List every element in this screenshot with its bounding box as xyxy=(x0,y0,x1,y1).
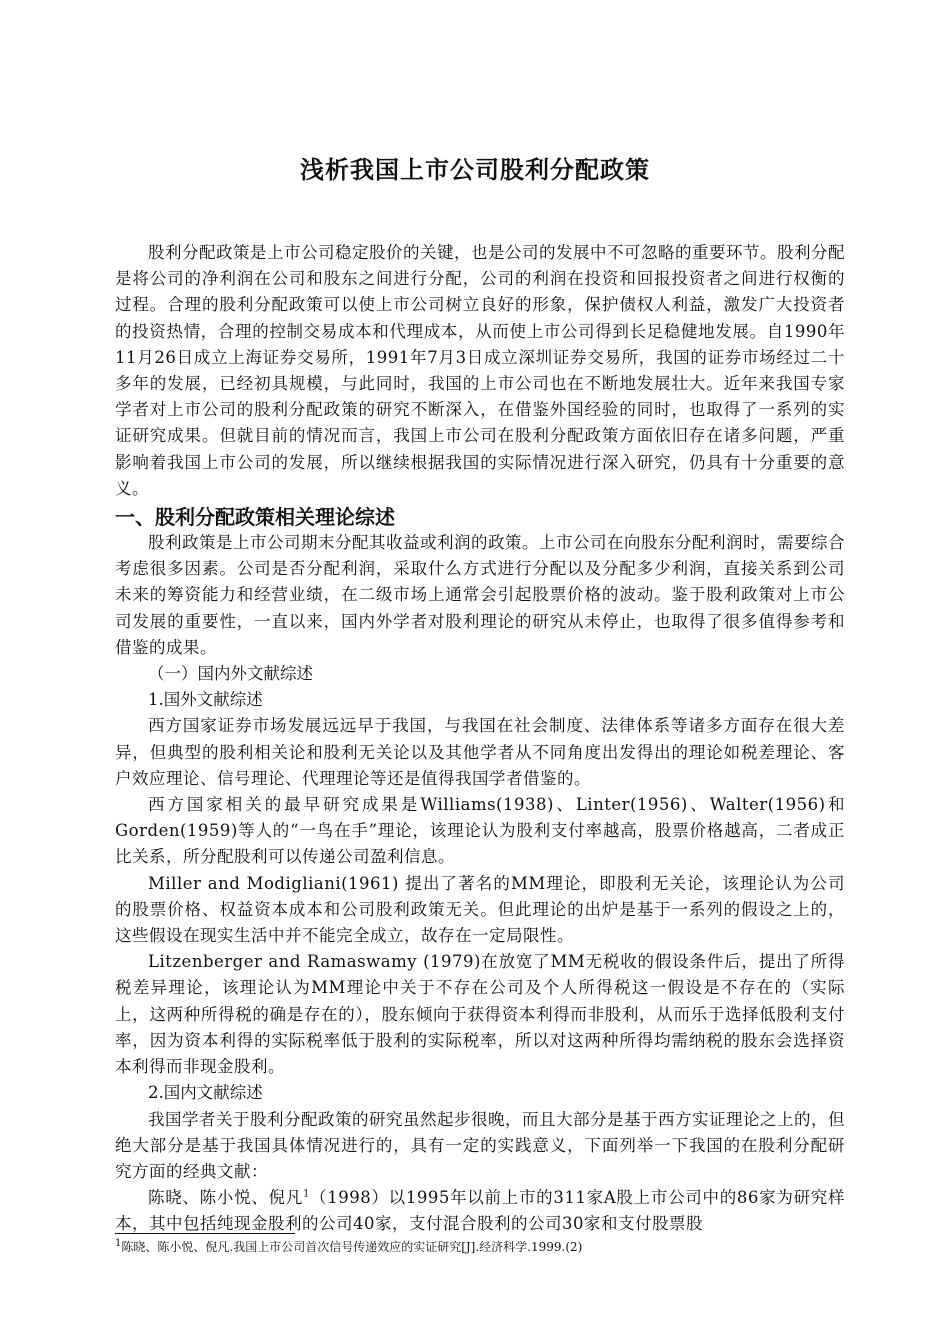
footnote xyxy=(115,1239,875,1255)
intro-paragraph: 股利分配政策是上市公司稳定股价的关键，也是公司的发展中不可忽略的重要环节。股利分配是将公司的净利润在公司和股东之间进行分配，公司的利润在投资和回报投资者之间进行权衡的过程。合理的股利分配政策可以使上市公司树立良好的形象，保护债权人利益，激发广大投资者的投资热情，合理的控制交易成本和代理成本，从而使上市公司得到长足稳健地发展。自1990年11月26日成立上海证券交易所，1991年7月3日成立深圳证券交易所，我国的证券市场经过二十多年的发展，已经初具规模，与此同时，我国的上市公司也在不断地发展壮大。近年来我国专家学者对上市公司的股利分配政策的研究不断深入，在借鉴外国经验的同时，也取得了一系列的实证研究成果。但就目前的情况而言，我国上市公司在股利分配政策方面依旧存在诸多问题，严重影响着我国上市公司的发展，所以继续根据我国的实际情况进行深入研究，仍具有十分重要的意义。 xyxy=(115,243,845,498)
subsection-heading-foreign: 1.国外文献综述 xyxy=(148,690,263,710)
foreign-paragraph: 西方国家相关的最早研究成果是Williams(1938)、Linter(1956)、Walter(1956)和Gorden(1959)等人的“一鸟在手”理论，该理论认为股利支付率越高，股票价格越高，二者成正比关系，所分配股利可以传递公司盈利信息。 xyxy=(115,795,845,867)
domestic-paragraph-cited xyxy=(115,1185,845,1237)
foreign-paragraph: Litzenberger and Ramaswamy (1979)在放宽了MM无税收的假设条件后，提出了所得税差异理论，该理论认为MM理论中关于不存在公司及个人所得税这一假设是不存在的（实际上，这两种所得税的确是存在的），股东倾向于获得资本利得而非股利，从而乐于选择低股利支付率，因为资本利得的实际税率低于股利的实际税率，所以对这两种所得均需纳税的股东会选择资本利得而非现金股利。 xyxy=(115,952,845,1077)
footnote-text: 陈晓、陈小悦、倪凡.我国上市公司首次信号传递效应的实证研究[J].经济科学.1999.(2) xyxy=(121,1240,583,1254)
cited-authors: 陈晓、陈小悦、倪凡 xyxy=(148,1188,303,1208)
subsection-heading-domestic: 2.国内文献综述 xyxy=(148,1083,263,1103)
document-title: 浅析我国上市公司股利分配政策 xyxy=(300,155,650,184)
section-paragraph: 股利政策是上市公司期末分配其收益或利润的政策。上市公司在向股东分配利润时，需要综合考虑很多因素。公司是否分配利润，采取什么方式进行分配以及分配多少利润，直接关系到公司未来的筹资能力和经营业绩，在二级市场上通常会引起股票价格的波动。鉴于股利政策对上市公司发展的重要性，一直以来，国内外学者对股利理论的研究从未停止，也取得了很多值得参考和借鉴的成果。 xyxy=(115,533,845,657)
foreign-paragraph: 西方国家证券市场发展远远早于我国，与我国在社会制度、法律体系等诸多方面存在很大差异，但典型的股利相关论和股利无关论以及其他学者从不同角度出发得出的理论如税差理论、客户效应理论、信号理论、代理理论等还是值得我国学者借鉴的。 xyxy=(115,716,845,788)
section-heading: 一、股利分配政策相关理论综述 xyxy=(115,505,395,530)
cited-text: （1998）以1995年以前上市的311家A股上市公司中的86家为研究样本，其中包括纯现金股利的公司40家，支付混合股利的公司30家和支付股票股 xyxy=(115,1188,846,1234)
subsection-heading: （一）国内外文献综述 xyxy=(148,664,313,684)
footnote-divider xyxy=(115,1233,295,1234)
foreign-paragraph: Miller and Modigliani(1961) 提出了著名的MM理论，即股利无关论，该理论认为公司的股票价格、权益资本成本和公司股利政策无关。但此理论的出炉是基于一系列的假设之上的，这些假设在现实生活中并不能完全成立，故存在一定局限性。 xyxy=(115,873,845,946)
domestic-paragraph: 我国学者关于股利分配政策的研究虽然起步很晚，而且大部分是基于西方实证理论之上的，但绝大部分是基于我国具体情况进行的，具有一定的实践意义，下面列举一下我国的在股利分配研究方面的经典文献： xyxy=(115,1109,845,1181)
document-body xyxy=(115,240,845,1238)
footnote-mark: 1 xyxy=(115,1238,122,1249)
footnote-reference[interactable]: 1 xyxy=(302,1188,310,1200)
